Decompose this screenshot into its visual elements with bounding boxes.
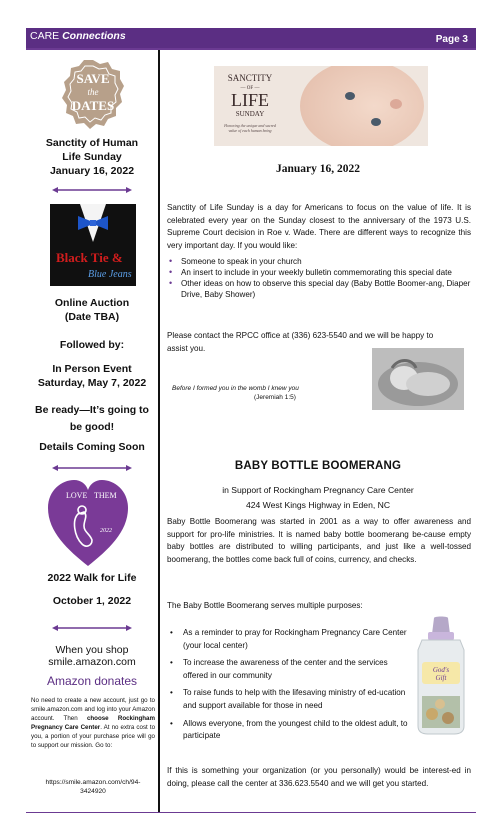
love-text: LOVE <box>66 491 88 500</box>
bb-address: 424 West Kings Highway in Eden, NC <box>245 500 391 510</box>
bottle-label-2: Gift <box>435 674 447 682</box>
newsletter-title: CARE Connections <box>30 30 126 42</box>
amazon-url[interactable]: https://smile.amazon.com/ch/94- 3424920 <box>45 779 141 795</box>
walk-for-life: 2022 Walk for Life <box>47 572 137 584</box>
bb-intro: Baby Bottle Boomerang was started in 2001 as a way to offer awareness and support for pro-life ministries. It is named baby bottle boomerang be-cause empty baby bottles are distributed to willing participants, and just like a well-tossed boomerang, the bottles come back full of coins, currency, and checks. <box>167 517 471 564</box>
event-sanctity: Sanctity of Human Life Sunday January 16, 2022 <box>45 137 139 177</box>
banner-sanctity: SANCTITY <box>227 73 273 83</box>
year-text: 2022 <box>100 528 112 534</box>
divider-arrow <box>52 464 132 472</box>
sanctity-date-heading: January 16, 2022 <box>275 163 361 175</box>
page-header <box>26 28 476 48</box>
in-person-event: In Person Event Saturday, May 7, 2022 <box>37 363 147 389</box>
dates-text: DATES <box>71 98 115 113</box>
list-item: • Allows everyone, from the youngest child to the oldest adult, to participate <box>167 718 411 743</box>
banner-life: LIFE <box>231 90 269 110</box>
contact-paragraph: Please contact the RPCC office at (336) 623-5540 and we will be happy to assist you. <box>167 331 434 353</box>
banner-tagline-2: value of each human being <box>228 128 272 133</box>
bottle-label-1: God's <box>432 666 450 674</box>
list-item: • Other ideas on how to observe this special day (Baby Bottle Boomer-ang, Diaper Drive, Baby Shower) <box>167 278 471 300</box>
sleeping-baby-photo <box>372 348 464 410</box>
list-item: • To raise funds to help with the lifesaving ministry of ed-ucation and support available for those in need <box>167 687 411 712</box>
list-item: • An insert to include in your weekly bulletin commemorating this special date <box>167 267 471 278</box>
walk-date: October 1, 2022 <box>52 595 132 607</box>
amazon-shop: When you shop smile.amazon.com <box>48 644 136 668</box>
love-them-heart-logo <box>48 480 128 568</box>
amazon-donates: Amazon donates <box>46 674 138 688</box>
divider-arrow <box>52 624 132 632</box>
sidebar <box>26 50 158 812</box>
banner-sunday: SUNDAY <box>235 110 265 118</box>
the-text: the <box>87 87 99 97</box>
purposes-list <box>167 627 411 748</box>
scripture-quote: Before I formed you in the womb I knew you (Jeremiah 1:5) <box>172 385 299 401</box>
list-item: • To increase the awareness of the center and the services offered in our community <box>167 657 411 682</box>
save-the-dates-badge <box>62 58 124 130</box>
divider-arrow <box>52 186 132 194</box>
black-tie-text: Black Tie & <box>56 250 123 265</box>
followed-by: Followed by: <box>59 339 125 351</box>
sanctity-intro: Sanctity of Life Sunday is a day for Americans to focus on the value of life. It is celebrated every year on the Sunday closest to the anniversary of the 1973 U.S. Supreme Court decision in Roe v. Wade. There are different ways to recognize this very important day. If you would like: <box>167 203 471 250</box>
sanctity-of-life-banner <box>214 66 428 146</box>
online-auction: Online Auction (Date TBA) <box>54 297 130 323</box>
bb-subtitle: in Support of Rockingham Pregnancy Care Center <box>222 485 414 495</box>
bb-heading: BABY BOTTLE BOOMERANG <box>234 460 402 472</box>
bb-purposes-intro: The Baby Bottle Boomerang serves multiple purposes: <box>167 601 363 610</box>
details-coming-soon: Details Coming Soon <box>39 441 145 453</box>
list-item: • As a reminder to pray for Rockingham Pregnancy Care Center (your local center) <box>167 627 411 652</box>
page-number: Page 3 <box>435 34 468 45</box>
list-item: • Someone to speak in your church <box>167 256 471 267</box>
ways-list <box>167 256 471 300</box>
be-ready: Be ready—It’s going to be good! <box>35 404 149 433</box>
amazon-instructions: No need to create a new account, just go to smile.amazon.com and log into your Amazon account. Then choose Rockingham Pregnancy Care Center. At no extra cost to you, a portion of your purchase price will go to support our mission. Go to: <box>31 697 156 749</box>
blue-jeans-text: Blue Jeans <box>88 269 132 280</box>
save-text: SAVE <box>76 71 110 86</box>
black-tie-blue-jeans-logo <box>50 204 136 286</box>
baby-bottle-image <box>414 616 468 736</box>
banner-of: — OF — <box>240 86 260 91</box>
main-column <box>160 50 476 812</box>
them-text: THEM <box>94 491 117 500</box>
banner-tagline-1: Honoring the unique and sacred <box>224 123 276 128</box>
bb-closing: If this is something your organization (or you personally) would be interest-ed in doing, please call the center at 336.623.5540 and we will get you started. <box>167 766 471 788</box>
footer-rule <box>26 812 476 813</box>
